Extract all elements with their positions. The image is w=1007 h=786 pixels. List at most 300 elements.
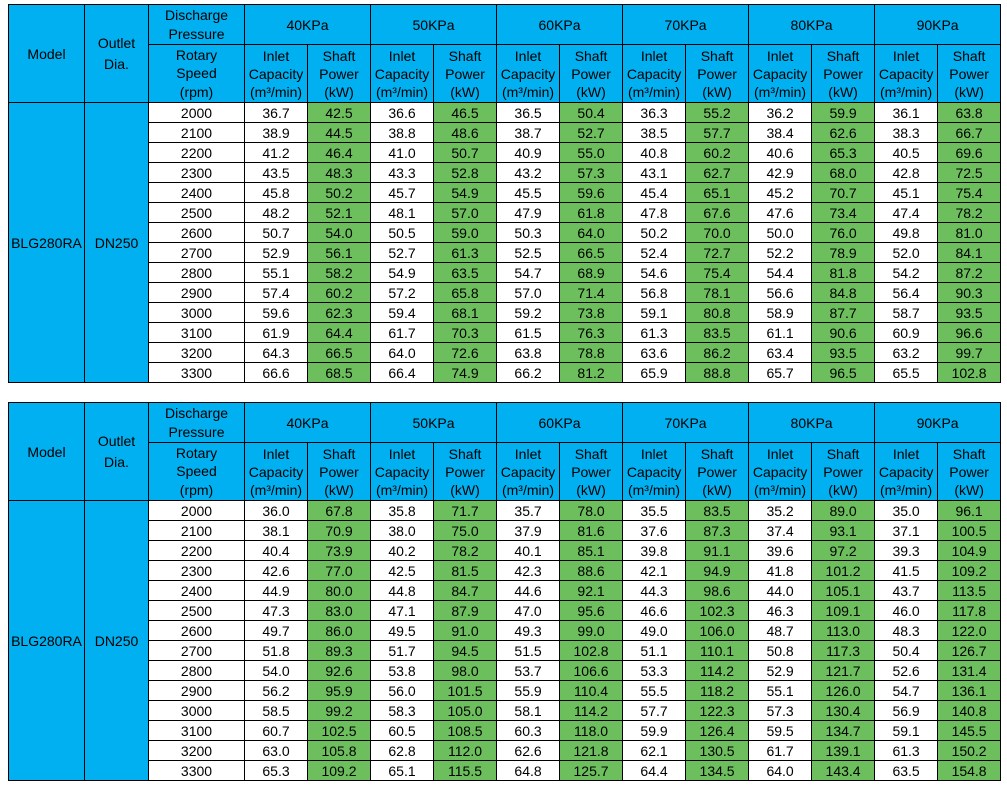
inlet-capacity-cell: 53.3 (623, 661, 686, 681)
inlet-capacity-cell: 36.7 (245, 103, 308, 123)
speed-cell: 2300 (149, 561, 245, 581)
shaft-power-cell: 136.1 (938, 681, 1001, 701)
inlet-capacity-cell: 51.1 (623, 641, 686, 661)
inlet-capacity-cell: 54.9 (371, 263, 434, 283)
inlet-capacity-cell: 52.5 (497, 243, 560, 263)
inlet-capacity-cell: 36.0 (245, 501, 308, 521)
inlet-capacity-cell: 42.3 (497, 561, 560, 581)
inlet-capacity-cell: 59.2 (497, 303, 560, 323)
shaft-power-line: (kW) (828, 481, 858, 498)
shaft-power-cell: 61.3 (434, 243, 497, 263)
shaft-power-cell: 89.3 (308, 641, 371, 661)
inlet-capacity-line: (m³/min) (754, 83, 807, 100)
inlet-capacity-cell: 40.4 (245, 541, 308, 561)
shaft-power-cell: 112.0 (434, 741, 497, 761)
inlet-capacity-cell: 44.8 (371, 581, 434, 601)
shaft-power-cell: 74.9 (434, 363, 497, 383)
shaft-power-cell: 105.1 (812, 581, 875, 601)
shaft-power-cell: 78.1 (686, 283, 749, 303)
shaft-power-line: (kW) (954, 83, 984, 100)
inlet-capacity-cell: 54.6 (623, 263, 686, 283)
shaft-power-cell: 78.2 (938, 203, 1001, 223)
inlet-capacity-line: (m³/min) (249, 83, 303, 100)
inlet-capacity-cell: 60.5 (371, 721, 434, 741)
shaft-power-line: Shaft (700, 47, 734, 64)
shaft-power-cell: 126.0 (812, 681, 875, 701)
inlet-capacity-cell: 45.8 (245, 183, 308, 203)
shaft-power-cell: 99.0 (560, 621, 623, 641)
shaft-power-cell: 46.5 (434, 103, 497, 123)
shaft-power-cell: 90.3 (938, 283, 1001, 303)
shaft-power-header (938, 443, 1001, 501)
shaft-power-cell: 57.0 (434, 203, 497, 223)
table-row (9, 741, 1001, 761)
shaft-power-cell: 75.0 (434, 521, 497, 541)
outlet-dia-header-line: Outlet (97, 432, 136, 449)
shaft-power-cell: 66.5 (308, 343, 371, 363)
shaft-power-cell: 104.9 (938, 541, 1001, 561)
table-row (9, 601, 1001, 621)
shaft-power-cell: 77.0 (308, 561, 371, 581)
inlet-capacity-cell: 48.1 (371, 203, 434, 223)
shaft-power-cell: 66.7 (938, 123, 1001, 143)
shaft-power-cell: 60.2 (686, 143, 749, 163)
inlet-capacity-header (245, 45, 308, 103)
outlet-dia-header (85, 403, 149, 501)
inlet-capacity-cell: 55.1 (749, 681, 812, 701)
shaft-power-line: (kW) (450, 481, 480, 498)
table-row (9, 721, 1001, 741)
shaft-power-header (308, 443, 371, 501)
shaft-power-cell: 68.1 (434, 303, 497, 323)
inlet-capacity-cell: 55.1 (245, 263, 308, 283)
shaft-power-line: (kW) (954, 481, 984, 498)
model-header: Model (9, 5, 85, 103)
speed-cell: 3200 (149, 343, 245, 363)
inlet-capacity-cell: 41.8 (749, 561, 812, 581)
inlet-capacity-cell: 46.3 (749, 601, 812, 621)
shaft-power-cell: 100.5 (938, 521, 1001, 541)
pressure-header: 40KPa (245, 5, 371, 45)
shaft-power-line: (kW) (576, 83, 606, 100)
shaft-power-cell: 60.2 (308, 283, 371, 303)
shaft-power-cell: 46.4 (308, 143, 371, 163)
inlet-capacity-cell: 64.0 (371, 343, 434, 363)
inlet-capacity-line: Capacity (878, 65, 934, 82)
inlet-capacity-line: (m³/min) (880, 83, 933, 100)
shaft-power-cell: 50.7 (434, 143, 497, 163)
shaft-power-cell: 102.8 (938, 363, 1001, 383)
shaft-power-cell: 88.8 (686, 363, 749, 383)
pressure-header: 70KPa (623, 403, 749, 443)
rotary-speed-line: Speed (176, 65, 217, 82)
inlet-capacity-cell: 44.6 (497, 581, 560, 601)
inlet-capacity-cell: 42.8 (875, 163, 938, 183)
inlet-capacity-header (497, 45, 560, 103)
inlet-capacity-cell: 60.3 (497, 721, 560, 741)
inlet-capacity-cell: 53.8 (371, 661, 434, 681)
shaft-power-cell: 70.0 (686, 223, 749, 243)
inlet-capacity-cell: 36.2 (749, 103, 812, 123)
shaft-power-cell: 84.7 (434, 581, 497, 601)
shaft-power-cell: 84.8 (812, 283, 875, 303)
inlet-capacity-cell: 61.5 (497, 323, 560, 343)
shaft-power-cell: 114.2 (560, 701, 623, 721)
inlet-capacity-cell: 35.7 (497, 501, 560, 521)
inlet-capacity-cell: 58.7 (875, 303, 938, 323)
inlet-capacity-cell: 35.8 (371, 501, 434, 521)
discharge-pressure-line: Discharge (164, 404, 229, 421)
inlet-capacity-cell: 56.6 (749, 283, 812, 303)
shaft-power-header (434, 443, 497, 501)
shaft-power-cell: 72.5 (938, 163, 1001, 183)
inlet-capacity-cell: 59.9 (623, 721, 686, 741)
outlet-dia-header-line: Dia. (104, 453, 129, 470)
shaft-power-header (560, 443, 623, 501)
pressure-header: 60KPa (497, 5, 623, 45)
shaft-power-cell: 97.2 (812, 541, 875, 561)
inlet-capacity-cell: 51.8 (245, 641, 308, 661)
shaft-power-header (686, 443, 749, 501)
shaft-power-cell: 98.6 (686, 581, 749, 601)
pressure-header: 80KPa (749, 403, 875, 443)
shaft-power-cell: 106.0 (686, 621, 749, 641)
rotary-speed-line: Rotary (175, 46, 218, 63)
inlet-capacity-line: Capacity (248, 463, 304, 480)
table-row (9, 163, 1001, 183)
inlet-capacity-cell: 48.3 (875, 621, 938, 641)
inlet-capacity-cell: 52.2 (749, 243, 812, 263)
performance-table (8, 4, 1001, 383)
pressure-header: 60KPa (497, 403, 623, 443)
shaft-power-cell: 75.4 (938, 183, 1001, 203)
shaft-power-cell: 109.2 (938, 561, 1001, 581)
shaft-power-cell: 130.4 (812, 701, 875, 721)
shaft-power-header (686, 45, 749, 103)
shaft-power-cell: 84.1 (938, 243, 1001, 263)
shaft-power-cell: 117.8 (938, 601, 1001, 621)
shaft-power-cell: 90.6 (812, 323, 875, 343)
inlet-capacity-cell: 47.8 (623, 203, 686, 223)
shaft-power-cell: 150.2 (938, 741, 1001, 761)
speed-cell: 2900 (149, 681, 245, 701)
shaft-power-cell: 92.6 (308, 661, 371, 681)
inlet-capacity-cell: 38.9 (245, 123, 308, 143)
rotary-speed-line: (rpm) (179, 83, 214, 100)
shaft-power-cell: 72.7 (686, 243, 749, 263)
shaft-power-cell: 81.0 (938, 223, 1001, 243)
inlet-capacity-cell: 38.7 (497, 123, 560, 143)
inlet-capacity-line: Capacity (374, 463, 430, 480)
inlet-capacity-cell: 43.5 (245, 163, 308, 183)
header-row (9, 403, 1001, 443)
inlet-capacity-line: Inlet (892, 445, 920, 462)
inlet-capacity-cell: 63.0 (245, 741, 308, 761)
shaft-power-cell: 125.7 (560, 761, 623, 781)
shaft-power-line: Shaft (952, 445, 986, 462)
shaft-power-cell: 78.8 (560, 343, 623, 363)
pressure-header: 90KPa (875, 5, 1001, 45)
shaft-power-header (560, 45, 623, 103)
shaft-power-cell: 105.8 (308, 741, 371, 761)
table-row (9, 661, 1001, 681)
inlet-capacity-cell: 64.4 (623, 761, 686, 781)
inlet-capacity-line: Capacity (500, 463, 556, 480)
shaft-power-line: (kW) (702, 83, 732, 100)
inlet-capacity-line: Inlet (892, 47, 920, 64)
shaft-power-cell: 96.5 (812, 363, 875, 383)
inlet-capacity-cell: 58.5 (245, 701, 308, 721)
inlet-capacity-cell: 64.8 (497, 761, 560, 781)
inlet-capacity-header (371, 443, 434, 501)
shaft-power-line: Shaft (448, 47, 482, 64)
inlet-capacity-cell: 56.2 (245, 681, 308, 701)
inlet-capacity-cell: 54.2 (875, 263, 938, 283)
inlet-capacity-cell: 40.5 (875, 143, 938, 163)
inlet-capacity-cell: 65.9 (623, 363, 686, 383)
inlet-capacity-cell: 49.7 (245, 621, 308, 641)
inlet-capacity-line: (m³/min) (627, 83, 681, 100)
inlet-capacity-cell: 51.5 (497, 641, 560, 661)
speed-cell: 3000 (149, 303, 245, 323)
shaft-power-cell: 134.7 (812, 721, 875, 741)
inlet-capacity-cell: 38.3 (875, 123, 938, 143)
inlet-capacity-cell: 63.6 (623, 343, 686, 363)
inlet-capacity-cell: 45.1 (875, 183, 938, 203)
shaft-power-cell: 76.0 (812, 223, 875, 243)
table-row (9, 541, 1001, 561)
table-row (9, 223, 1001, 243)
shaft-power-line: (kW) (828, 83, 858, 100)
shaft-power-line: (kW) (324, 481, 354, 498)
shaft-power-line: Shaft (322, 445, 356, 462)
shaft-power-cell: 126.7 (938, 641, 1001, 661)
inlet-capacity-cell: 42.1 (623, 561, 686, 581)
shaft-power-header (812, 45, 875, 103)
table-row (9, 183, 1001, 203)
inlet-capacity-line: Inlet (514, 47, 542, 64)
shaft-power-cell: 48.6 (434, 123, 497, 143)
shaft-power-cell: 95.6 (560, 601, 623, 621)
inlet-capacity-cell: 66.4 (371, 363, 434, 383)
inlet-capacity-cell: 63.4 (749, 343, 812, 363)
shaft-power-cell: 87.3 (686, 521, 749, 541)
shaft-power-cell: 95.9 (308, 681, 371, 701)
inlet-capacity-cell: 50.3 (497, 223, 560, 243)
shaft-power-cell: 81.5 (434, 561, 497, 581)
table-row (9, 641, 1001, 661)
inlet-capacity-cell: 65.5 (875, 363, 938, 383)
inlet-capacity-cell: 49.8 (875, 223, 938, 243)
table-row (9, 283, 1001, 303)
inlet-capacity-cell: 50.4 (875, 641, 938, 661)
inlet-capacity-cell: 61.3 (623, 323, 686, 343)
inlet-capacity-header (245, 443, 308, 501)
shaft-power-line: Power (319, 65, 359, 82)
inlet-capacity-line: Inlet (766, 445, 794, 462)
shaft-power-cell: 57.7 (686, 123, 749, 143)
inlet-capacity-cell: 45.2 (749, 183, 812, 203)
speed-cell: 3100 (149, 721, 245, 741)
shaft-power-cell: 91.1 (686, 541, 749, 561)
inlet-capacity-cell: 52.6 (875, 661, 938, 681)
inlet-capacity-cell: 61.9 (245, 323, 308, 343)
inlet-capacity-cell: 64.3 (245, 343, 308, 363)
shaft-power-cell: 99.7 (938, 343, 1001, 363)
speed-cell: 2300 (149, 163, 245, 183)
inlet-capacity-cell: 50.2 (623, 223, 686, 243)
shaft-power-cell: 117.3 (812, 641, 875, 661)
shaft-power-cell: 70.3 (434, 323, 497, 343)
shaft-power-cell: 73.8 (560, 303, 623, 323)
inlet-capacity-cell: 57.4 (245, 283, 308, 303)
shaft-power-cell: 59.6 (560, 183, 623, 203)
inlet-capacity-cell: 57.0 (497, 283, 560, 303)
header-row (9, 443, 1001, 501)
shaft-power-line: Power (319, 463, 359, 480)
table-row (9, 303, 1001, 323)
shaft-power-cell: 87.7 (812, 303, 875, 323)
speed-cell: 3100 (149, 323, 245, 343)
shaft-power-cell: 113.5 (938, 581, 1001, 601)
inlet-capacity-cell: 44.9 (245, 581, 308, 601)
inlet-capacity-cell: 45.4 (623, 183, 686, 203)
inlet-capacity-cell: 36.3 (623, 103, 686, 123)
shaft-power-cell: 94.5 (434, 641, 497, 661)
shaft-power-cell: 118.2 (686, 681, 749, 701)
inlet-capacity-header (623, 45, 686, 103)
inlet-capacity-cell: 43.3 (371, 163, 434, 183)
inlet-capacity-cell: 62.6 (497, 741, 560, 761)
model-cell: BLG280RA (9, 103, 85, 383)
shaft-power-cell: 66.5 (560, 243, 623, 263)
inlet-capacity-cell: 40.1 (497, 541, 560, 561)
shaft-power-cell: 105.0 (434, 701, 497, 721)
shaft-power-header (434, 45, 497, 103)
speed-cell: 2200 (149, 143, 245, 163)
model-cell: BLG280RA (9, 501, 85, 781)
speed-cell: 3300 (149, 761, 245, 781)
outlet-dia-header-line: Outlet (97, 34, 136, 51)
inlet-capacity-cell: 59.6 (245, 303, 308, 323)
inlet-capacity-cell: 49.0 (623, 621, 686, 641)
table-row (9, 143, 1001, 163)
inlet-capacity-cell: 50.0 (749, 223, 812, 243)
shaft-power-cell: 67.6 (686, 203, 749, 223)
inlet-capacity-cell: 58.9 (749, 303, 812, 323)
shaft-power-cell: 113.0 (812, 621, 875, 641)
inlet-capacity-cell: 43.2 (497, 163, 560, 183)
shaft-power-cell: 78.9 (812, 243, 875, 263)
header-row (9, 5, 1001, 45)
inlet-capacity-cell: 38.0 (371, 521, 434, 541)
speed-cell: 2200 (149, 541, 245, 561)
outlet-dia-header (85, 5, 149, 103)
inlet-capacity-cell: 63.8 (497, 343, 560, 363)
inlet-capacity-cell: 57.7 (623, 701, 686, 721)
table-row (9, 203, 1001, 223)
shaft-power-cell: 62.6 (812, 123, 875, 143)
inlet-capacity-cell: 39.8 (623, 541, 686, 561)
inlet-capacity-cell: 47.4 (875, 203, 938, 223)
speed-cell: 2100 (149, 521, 245, 541)
shaft-power-line: Shaft (700, 445, 734, 462)
inlet-capacity-header (875, 443, 938, 501)
inlet-capacity-cell: 47.6 (749, 203, 812, 223)
shaft-power-line: Power (445, 463, 485, 480)
shaft-power-cell: 83.5 (686, 501, 749, 521)
speed-cell: 2700 (149, 641, 245, 661)
inlet-capacity-cell: 47.1 (371, 601, 434, 621)
shaft-power-cell: 52.7 (560, 123, 623, 143)
inlet-capacity-header (749, 45, 812, 103)
shaft-power-line: Power (949, 463, 989, 480)
inlet-capacity-cell: 61.3 (875, 741, 938, 761)
inlet-capacity-line: Inlet (262, 445, 290, 462)
inlet-capacity-cell: 60.7 (245, 721, 308, 741)
inlet-capacity-cell: 57.2 (371, 283, 434, 303)
speed-cell: 2000 (149, 501, 245, 521)
rotary-speed-line: Speed (176, 463, 217, 480)
shaft-power-line: Shaft (574, 47, 608, 64)
shaft-power-cell: 85.1 (560, 541, 623, 561)
shaft-power-cell: 54.9 (434, 183, 497, 203)
pressure-header: 40KPa (245, 403, 371, 443)
shaft-power-line: Power (697, 65, 737, 82)
inlet-capacity-cell: 42.5 (371, 561, 434, 581)
shaft-power-cell: 134.5 (686, 761, 749, 781)
inlet-capacity-header (371, 45, 434, 103)
shaft-power-cell: 102.8 (560, 641, 623, 661)
table-row (9, 123, 1001, 143)
shaft-power-cell: 63.8 (938, 103, 1001, 123)
pressure-header: 70KPa (623, 5, 749, 45)
shaft-power-cell: 96.1 (938, 501, 1001, 521)
shaft-power-cell: 93.5 (938, 303, 1001, 323)
inlet-capacity-line: Inlet (640, 47, 668, 64)
table-row (9, 263, 1001, 283)
shaft-power-line: Shaft (448, 445, 482, 462)
inlet-capacity-line: Inlet (262, 47, 290, 64)
shaft-power-cell: 73.9 (308, 541, 371, 561)
shaft-power-cell: 54.0 (308, 223, 371, 243)
speed-cell: 2600 (149, 621, 245, 641)
inlet-capacity-cell: 63.5 (875, 761, 938, 781)
inlet-capacity-cell: 54.7 (497, 263, 560, 283)
shaft-power-cell: 55.0 (560, 143, 623, 163)
outlet-dia-header-line: Dia. (104, 55, 129, 72)
speed-cell: 2700 (149, 243, 245, 263)
shaft-power-cell: 92.1 (560, 581, 623, 601)
table-row (9, 681, 1001, 701)
inlet-capacity-cell: 38.8 (371, 123, 434, 143)
inlet-capacity-line: (m³/min) (501, 83, 555, 100)
shaft-power-cell: 50.2 (308, 183, 371, 203)
shaft-power-cell: 76.3 (560, 323, 623, 343)
shaft-power-cell: 94.9 (686, 561, 749, 581)
shaft-power-cell: 59.0 (434, 223, 497, 243)
shaft-power-cell: 121.7 (812, 661, 875, 681)
model-header: Model (9, 403, 85, 501)
inlet-capacity-line: Inlet (640, 445, 668, 462)
inlet-capacity-line: Capacity (878, 463, 934, 480)
inlet-capacity-cell: 61.1 (749, 323, 812, 343)
shaft-power-line: Shaft (952, 47, 986, 64)
shaft-power-cell: 114.2 (686, 661, 749, 681)
table-row (9, 561, 1001, 581)
shaft-power-cell: 93.1 (812, 521, 875, 541)
table-row (9, 343, 1001, 363)
